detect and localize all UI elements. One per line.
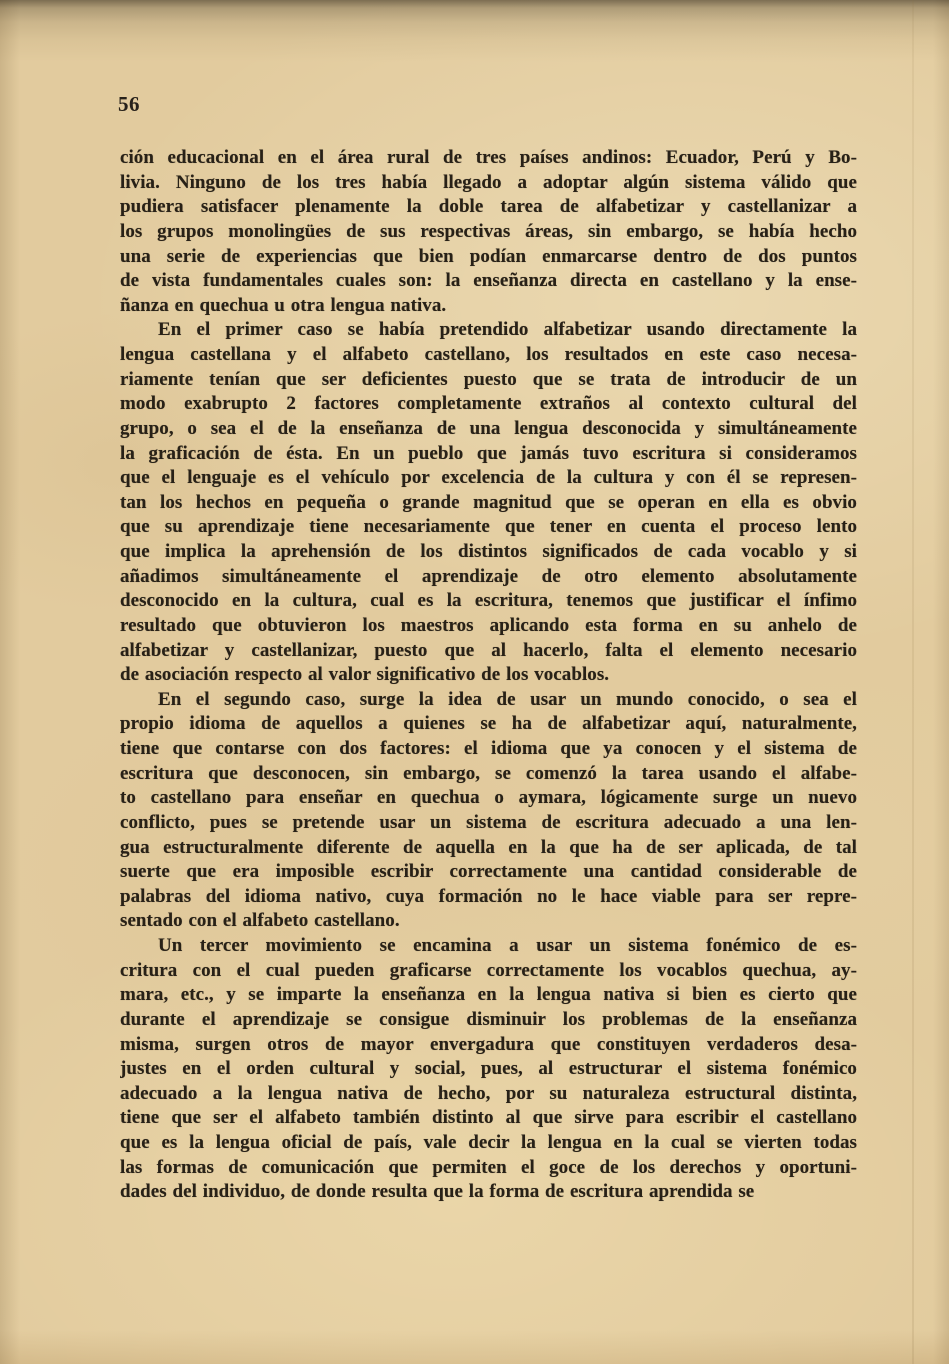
text-line: palabras del idioma nativo, cuya formación no le hace viable para ser repre- [120,885,857,907]
paragraph [120,934,857,1205]
text-line: Un tercer movimiento se encamina a usar un sistema fonémico de es- [158,935,857,956]
text-line: desconocido en la cultura, cual es la escritura, tenemos que justificar el ínfimo [120,590,857,612]
text-line: En el segundo caso, surge la idea de usar un mundo conocido, o sea el [158,688,857,710]
text-line: tiene que ser el alfabeto también distinto al que sirve para escribir el castellano [120,1107,857,1129]
text-line: grupo, o sea el de la enseñanza de una lengua desconocida y simultáneamente [120,417,857,439]
scan-artifact-line [912,0,914,1364]
text-line: mara, etc., y se imparte la enseñanza en la lengua nativa si bien es cierto que [120,984,857,1006]
text-line: pudiera satisfacer plenamente la doble tarea de alfabetizar y castellanizar a [120,196,857,218]
text-line: que es la lengua oficial de país, vale decir la lengua en la cual se vierten todas [120,1132,857,1153]
text-line: de vista fundamentales cuales son: la enseñanza directa en castellano y la ense- [120,270,857,292]
text-line: tan los hechos en pequeña o grande magnitud que se operan en ella es obvio [120,491,857,513]
text-line: to castellano para enseñar en quechua o aymara, lógicamente surge un nuevo [120,787,857,809]
text-line: En el primer caso se había pretendido alfabetizar usando directamente la [158,319,857,341]
text-line: que el lenguaje es el vehículo por excelencia de la cultura y con él se represen- [120,467,857,489]
text-line: conflicto, pues se pretende usar un sistema de escritura adecuado a una len- [120,811,857,833]
text-line: lengua castellana y el alfabeto castellano, los resultados en este caso necesa- [120,344,857,365]
text-line: una serie de experiencias que bien podían enmarcarse dentro de dos puntos [120,245,857,267]
text-line: la graficación de ésta. En un pueblo que jamás tuvo escritura si consideramos [120,442,857,464]
text-line: livia. Ninguno de los tres había llegado a adoptar algún sistema válido que [120,171,857,193]
paragraph [120,318,857,687]
text-line: riamente tenían que ser deficientes puesto que se trata de introducir de un [120,368,857,390]
text-line: los grupos monolingües de sus respectivas áreas, sin embargo, se había hecho [120,220,857,242]
text-line: añadimos simultáneamente el aprendizaje de otro elemento absolutamente [120,565,857,587]
text-line: modo exabrupto 2 factores completamente extraños al contexto cultural del [120,393,857,415]
page-text [120,146,857,1205]
text-line: gua estructuralmente diferente de aquella en la que ha de ser aplicada, de tal [120,836,857,858]
page-number: 56 [118,92,140,116]
text-line: que implica la aprehensión de los distintos significados de cada vocablo y si [120,541,857,562]
text-line: ción educacional en el área rural de tres países andinos: Ecuador, Perú y Bo- [120,147,857,168]
text-line: tiene que contarse con dos factores: el idioma que ya conocen y el sistema de [120,738,857,759]
text-line: misma, surgen otros de mayor envergadura que constituyen verdaderos desa- [120,1033,857,1055]
text-line: propio idioma de aquellos a quienes se ha de alfabetizar aquí, naturalmente, [120,713,857,735]
text-line: sentado con el alfabeto castellano. [120,910,400,932]
text-line: las formas de comunicación que permiten el goce de los derechos y oportuni- [120,1156,857,1178]
paragraph [120,688,857,934]
text-line: dades del individuo, de donde resulta que la forma de escritura aprendida se [120,1181,755,1203]
text-line: critura con el cual pueden graficarse correctamente los vocablos quechua, ay- [120,959,857,981]
text-line: alfabetizar y castellanizar, puesto que al hacerlo, falta el elemento necesario [120,639,857,661]
text-line: de asociación respecto al valor significativo de los vocablos. [120,664,610,686]
text-line: resultado que obtuvieron los maestros aplicando esta forma en su anhelo de [120,614,857,636]
text-line: escritura que desconocen, sin embargo, se comenzó la tarea usando el alfabe- [120,762,857,784]
text-line: adecuado a la lengua nativa de hecho, por su naturaleza estructural distinta, [120,1082,857,1104]
text-line: durante el aprendizaje se consigue disminuir los problemas de la enseñanza [120,1008,857,1030]
paragraph [120,146,857,318]
text-line: que su aprendizaje tiene necesariamente que tener en cuenta el proceso lento [120,516,857,538]
text-line: ñanza en quechua u otra lengua nativa. [120,294,447,316]
text-line: justes en el orden cultural y social, pues, al estructurar el sistema fonémico [120,1058,857,1080]
text-line: suerte que era imposible escribir correctamente una cantidad considerable de [120,861,857,883]
